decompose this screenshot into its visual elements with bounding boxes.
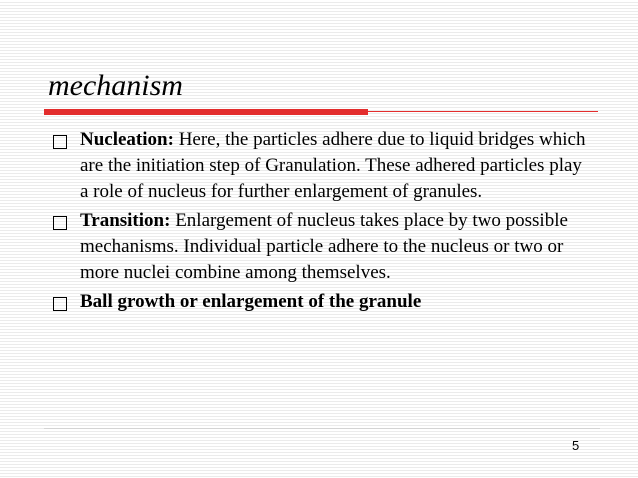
title-underline-thin [368,111,598,112]
bullet-term: Transition: [80,210,171,231]
bullet-list [50,127,595,318]
page-number: 5 [572,438,580,453]
bullet-item-ball-growth [50,289,595,315]
bullet-item-nucleation [50,127,595,205]
checkbox-icon [53,216,67,230]
bullet-term: Nucleation: [80,129,174,150]
bullet-text: Here, the particles adhere due to liquid bridges which are the initiation step of Granulation. These adhered particles play a role of nucleus for further enlargement of granules. [80,129,586,202]
title-underline-thick [44,109,368,115]
bullet-text: Enlargement of nucleus takes place by two possible mechanisms. Individual particle adhere to the nucleus or two or more nuclei combine among themselves. [80,210,568,283]
slide-title: mechanism [48,69,183,102]
checkbox-icon [53,297,67,311]
bullet-item-transition [50,208,595,286]
footer-divider [44,428,600,429]
bullet-term: Ball growth or enlargement of the granule [80,291,422,312]
checkbox-icon [53,135,67,149]
